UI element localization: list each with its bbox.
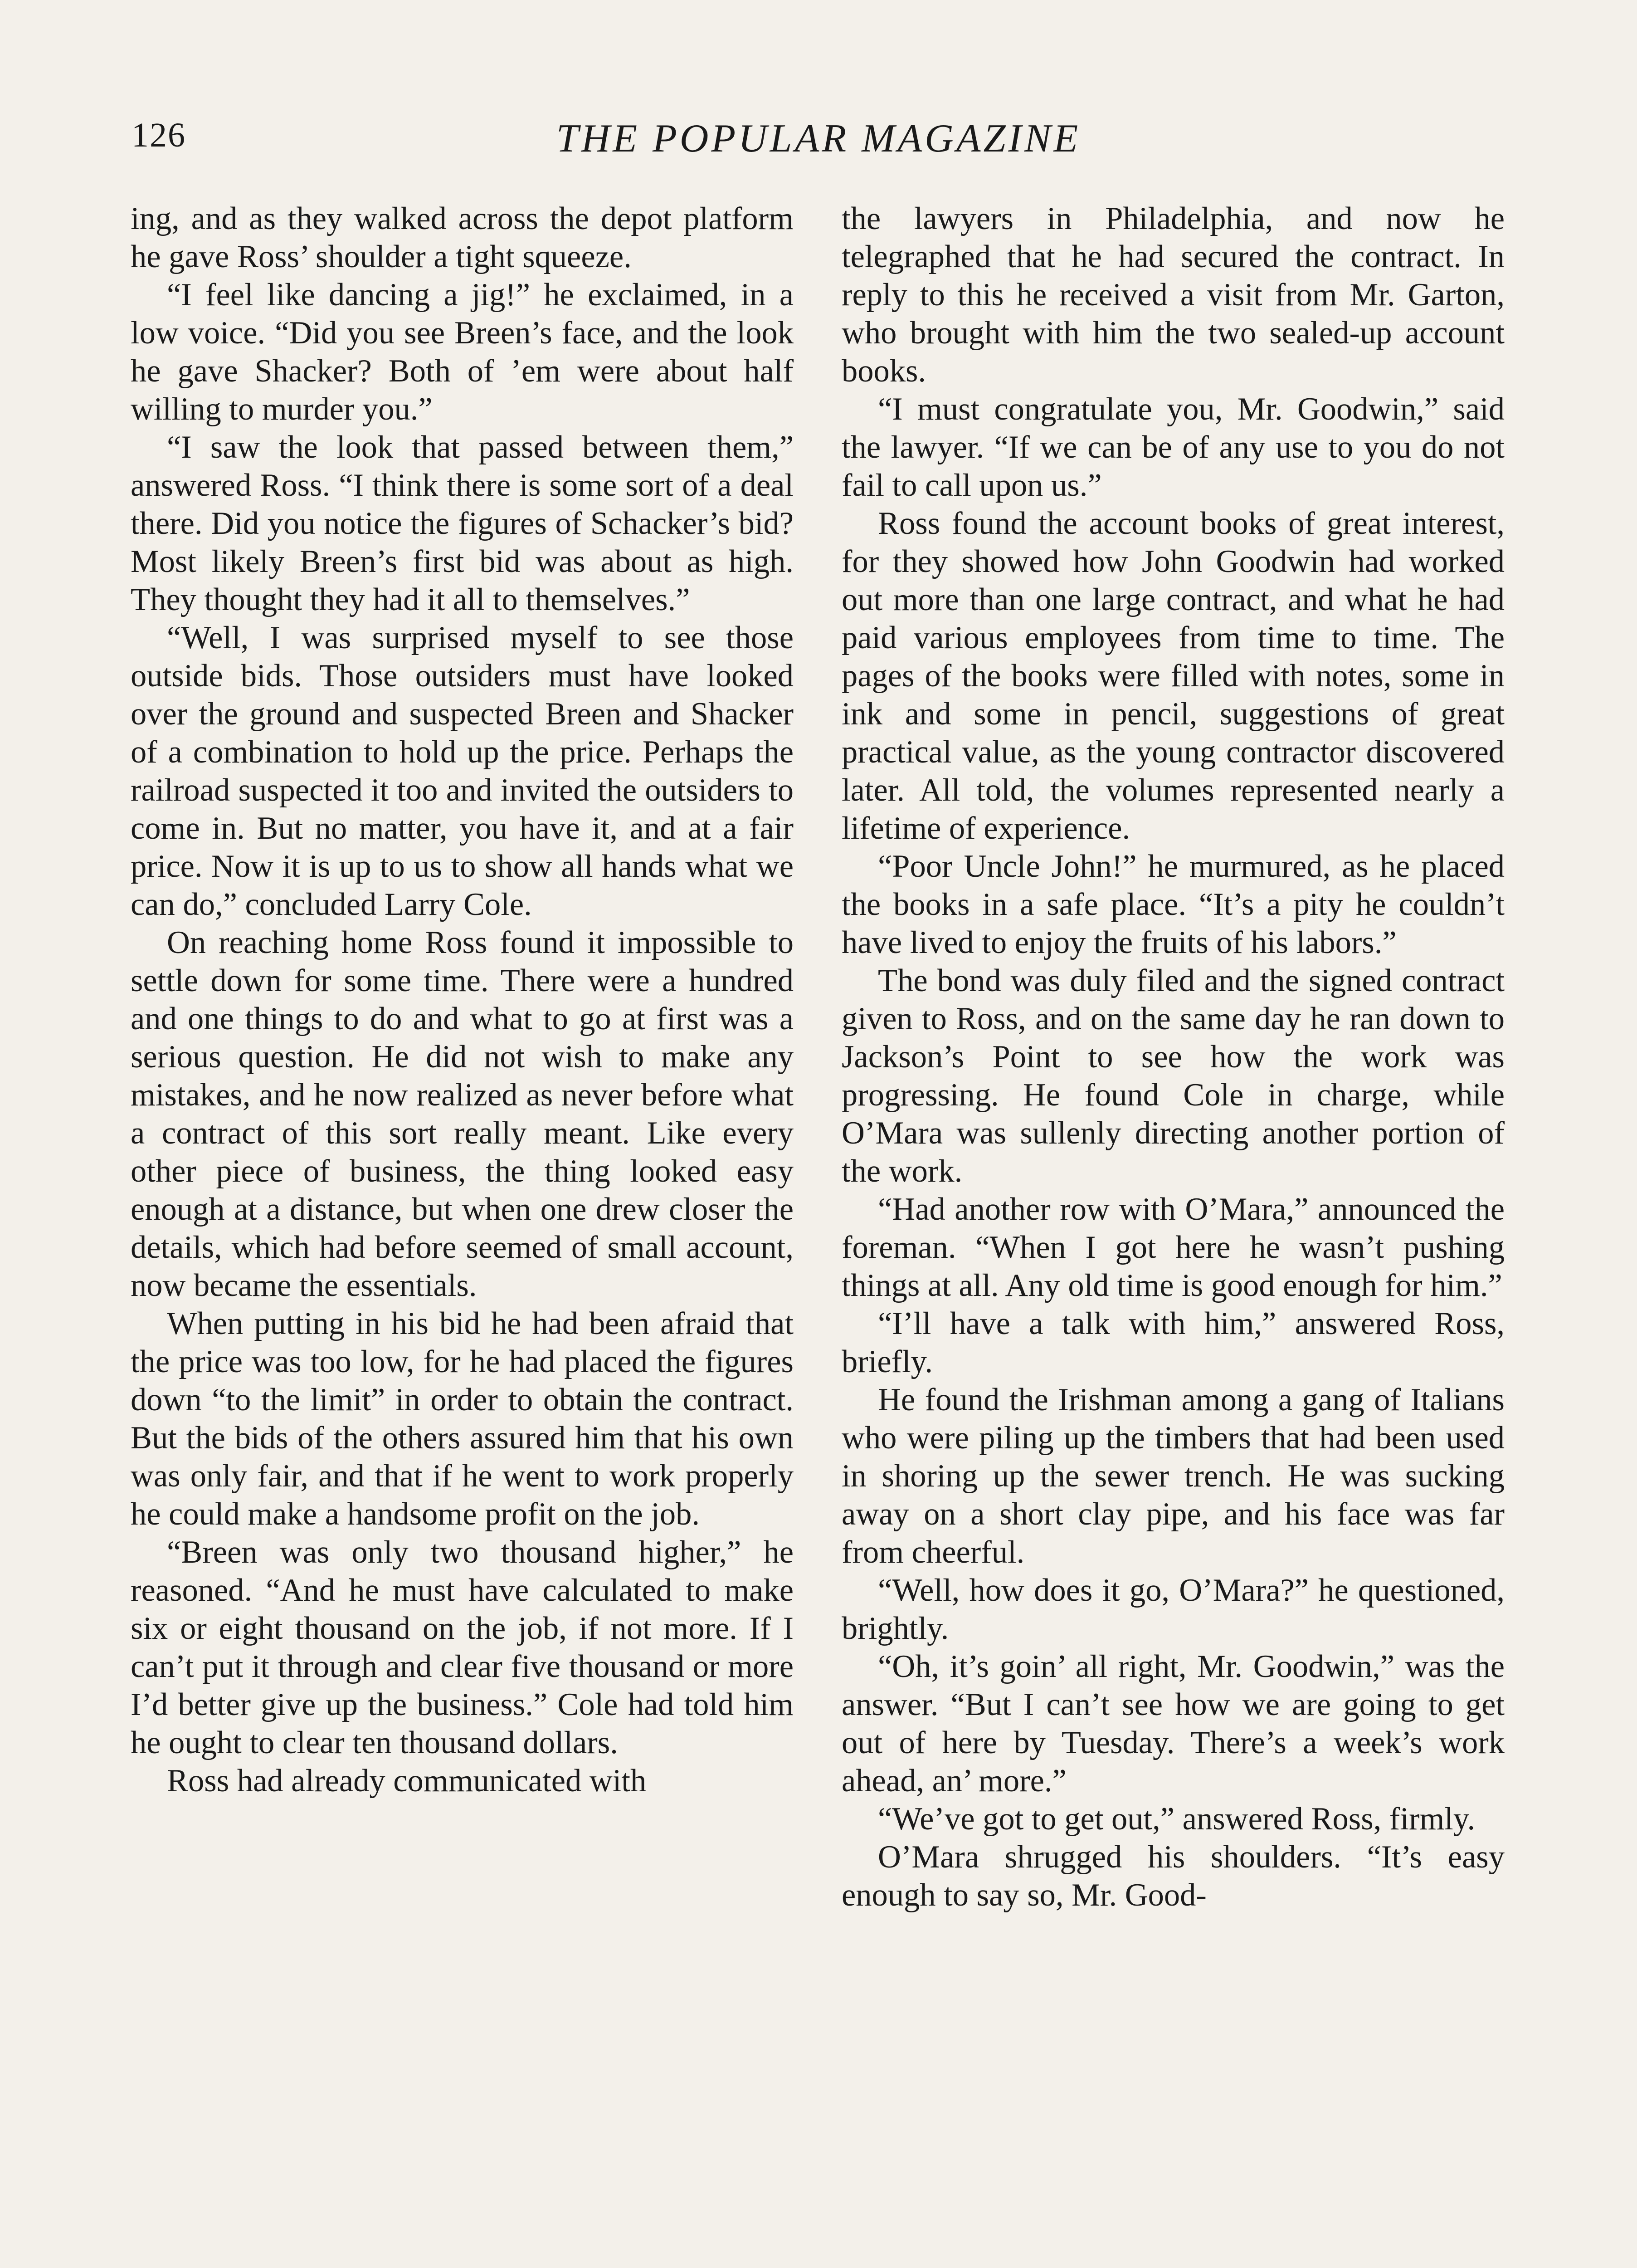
left-column <box>131 200 794 1800</box>
right-column <box>842 200 1505 1914</box>
paragraph: “Breen was only two thousand higher,” he reasoned. “And he must have calculated to make six or eight thousand on the job, if not more. If I can’t put it through and clear five thousand or more I’d better give up the business.” Cole had told him he ought to clear ten thousand dollars. <box>131 1535 794 1760</box>
paragraph: “Well, how does it go, O’Mara?” he questioned, brightly. <box>842 1573 1505 1646</box>
paragraph: “I feel like dancing a jig!” he exclaimed, in a low voice. “Did you see Breen’s face, and the look he gave Shacker? Both of ’em were about half willing to murder you.” <box>131 277 794 427</box>
paragraph: The bond was duly filed and the signed contract given to Ross, and on the same day he ran down to Jackson’s Point to see how the work was progressing. He found Cole in charge, while O’Mara was sullenly directing another portion of the work. <box>842 963 1505 1189</box>
paragraph: “I’ll have a talk with him,” answered Ross, briefly. <box>842 1306 1505 1379</box>
page-header <box>132 116 1505 166</box>
paragraph: “Oh, it’s goin’ all right, Mr. Goodwin,” was the answer. “But I can’t see how we are going to get out of here by Tuesday. There’s a week’s work ahead, an’ more.” <box>842 1649 1505 1799</box>
paragraph: He found the Irishman among a gang of Italians who were piling up the timbers that had been used in shoring up the sewer trench. He was sucking away on a short clay pipe, and his face was far from cheerful. <box>842 1382 1505 1570</box>
paragraph: “We’ve got to get out,” answered Ross, firmly. <box>878 1801 1476 1837</box>
paragraph: On reaching home Ross found it impossible to settle down for some time. There were a hundred and one things to do and what to go at first was a serious question. He did not wish to make any mistakes, and he now realized as never before what a contract of this sort really meant. Like every other piece of business, the thing looked easy enough at a distance, but when one drew closer the details, which had before seemed of small account, now became the essentials. <box>131 925 794 1303</box>
paragraph: “Well, I was surprised myself to see those outside bids. Those outsiders must have looked over the ground and suspected Breen and Shacker of a combination to hold up the price. Perhaps the railroad suspected it too and invited the outsiders to come in. But no matter, you have it, and at a fair price. Now it is up to us to show all hands what we can do,” concluded Larry Cole. <box>131 620 794 922</box>
paragraph: ing, and as they walked across the depot platform he gave Ross’ shoulder a tight squeeze. <box>131 201 794 274</box>
paragraph: “Had another row with O’Mara,” announced the foreman. “When I got here he wasn’t pushing things at all. Any old time is good enough for him.” <box>842 1192 1505 1303</box>
paragraph: the lawyers in Philadelphia, and now he telegraphed that he had secured the contract. In reply to this he received a visit from Mr. Garton, who brought with him the two sealed-up account books. <box>842 201 1505 389</box>
paragraph: Ross found the account books of great interest, for they showed how John Goodwin had worked out more than one large contract, and what he had paid various employees from time to time. The pages of the books were filled with notes, some in ink and some in pencil, suggestions of great practical value, as the young contractor discovered later. All told, the volumes represented nearly a lifetime of experience. <box>842 506 1505 846</box>
paragraph: “Poor Uncle John!” he murmured, as he placed the books in a safe place. “It’s a pity he couldn’t have lived to enjoy the fruits of his labors.” <box>842 849 1505 960</box>
paragraph: Ross had already communicated with <box>167 1763 647 1799</box>
paragraph: O’Mara shrugged his shoulders. “It’s easy enough to say so, Mr. Good- <box>842 1839 1505 1913</box>
paragraph: “I saw the look that passed between them,” answered Ross. “I think there is some sort of a deal there. Did you notice the figures of Schacker’s bid? Most likely Breen’s first bid was about as high. They thought they had it all to themselves.” <box>131 430 794 617</box>
paragraph: “I must congratulate you, Mr. Goodwin,” said the lawyer. “If we can be of any use to you do not fail to call upon us.” <box>842 391 1505 503</box>
paragraph: When putting in his bid he had been afraid that the price was too low, for he had placed the figures down “to the limit” in order to obtain the contract. But the bids of the others assured him that his own was only fair, and that if he went to work properly he could make a handsome profit on the job. <box>131 1306 794 1532</box>
running-title: THE POPULAR MAGAZINE <box>556 117 1081 161</box>
page-number: 126 <box>132 116 186 154</box>
